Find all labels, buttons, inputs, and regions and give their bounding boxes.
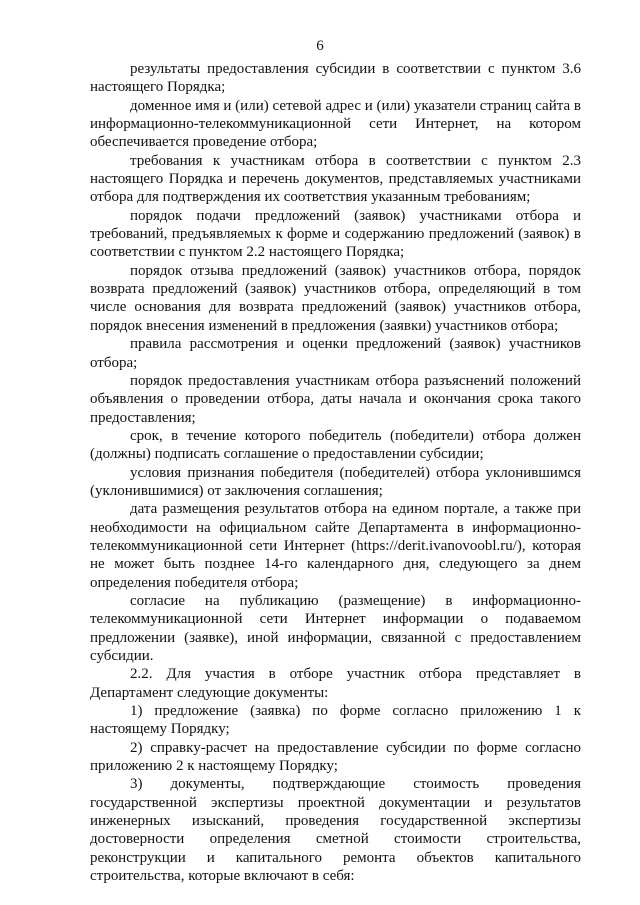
paragraph-clarifications: порядок предоставления участникам отбора разъяснений положений объявления о проведении отбора, даты начала и окончания срока такого предоставления; [90,372,581,426]
list-item-2: 2) справку-расчет на предоставление субсидии по форме согласно приложению 2 к настоящему Порядку; [90,739,581,775]
paragraph-application-withdrawal: порядок отзыва предложений (заявок) участников отбора, порядок возврата предложений (заявок) участников отбора, определяющий в том числе основания для возврата предложений (заявок) участников отбора, порядок внесения изменений в предложения (заявки) участников отбора; [90,262,581,334]
paragraph-results-publication: дата размещения результатов отбора на едином портале, а также при необходимости на официальном сайте Департамента в информационно-телекоммуникационной сети Интернет (https://derit.ivanovoobl.ru/), которая не может быть позднее 14-го календарного дня, следующего за днем определения победителя отбора; [90,501,581,591]
document-body [90,60,581,885]
paragraph-section-2-2: 2.2. Для участия в отборе участник отбора представляет в Департамент следующие документы: [90,666,581,701]
paragraph-participant-requirements: требования к участникам отбора в соответствии с пунктом 2.3 настоящего Порядка и перечень документов, представляемых участниками отбора для подтверждения их соответствия указанным требованиям; [90,152,581,206]
paragraph-signing-deadline: срок, в течение которого победитель (победители) отбора должен (должны) подписать соглашение о предоставлении субсидии; [90,427,581,463]
paragraph-domain-name: доменное имя и (или) сетевой адрес и (или) указатели страниц сайта в информационно-телекоммуникационной сети Интернет, на котором обеспечивается проведение отбора; [90,97,581,151]
paragraph-publication-consent: согласие на публикацию (размещение) в информационно-телекоммуникационной сети Интернет информации о подаваемом предложении (заявке), иной информации, связанной с предоставлением субсидии. [90,592,581,664]
page-number: 6 [316,38,324,54]
paragraph-application-submission: порядок подачи предложений (заявок) участниками отбора и требований, предъявляемых к форме и содержанию предложений (заявок) в соответствии с пунктом 2.2 настоящего Порядка; [90,207,581,261]
list-item-3: 3) документы, подтверждающие стоимость проведения государственной экспертизы проектной документации и результатов инженерных изысканий, проведения государственной экспертизы достоверности определения сметной стоимости строительства, реконструкции и капитального ремонта объектов капитального строительства, которые включают в себя: [90,776,581,885]
paragraph-subsidy-results: результаты предоставления субсидии в соответствии с пунктом 3.6 настоящего Порядка; [90,61,581,96]
paragraph-review-rules: правила рассмотрения и оценки предложений (заявок) участников отбора; [90,336,581,371]
list-item-1: 1) предложение (заявка) по форме согласно приложению 1 к настоящему Порядку; [90,703,581,738]
paragraph-evasion-conditions: условия признания победителя (победителей) отбора уклонившимся (уклонившимися) от заключения соглашения; [90,464,581,499]
